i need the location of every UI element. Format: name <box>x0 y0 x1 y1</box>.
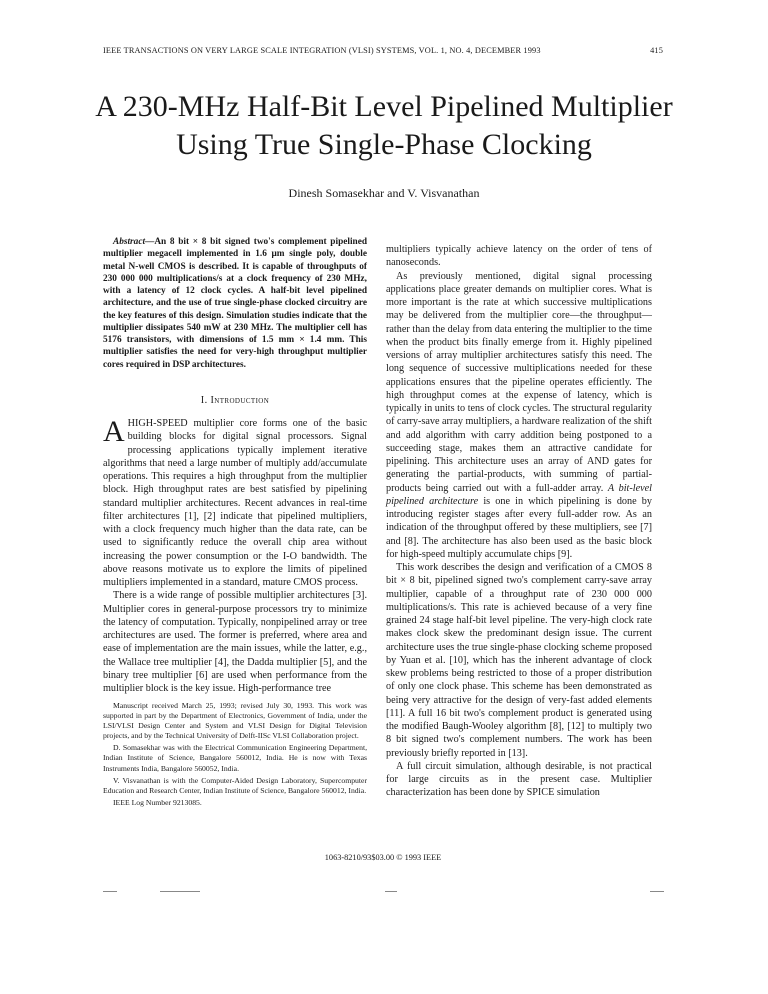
bit-level-term: A bit-level pipelined architecture <box>386 482 652 507</box>
abstract <box>103 236 367 371</box>
journal-name: IEEE TRANSACTIONS ON VERY LARGE SCALE INTEGRATION (VLSI) SYSTEMS, VOL. 1, NO. 4, DECEMBER 1993 <box>103 46 541 55</box>
abstract-text: —An 8 bit × 8 bit signed two's complement pipelined multiplier megacell implemented in 1.6 μm single poly, double metal N-well CMOS is described. It is capable of throughputs of 230 000 000 multiplications/s at a clock frequency of 230 MHz, with a latency of 12 clock cycles. A half-bit level pipelined architecture, and the use of true single-phase clocked circuitry are the key features of this design. Simulation studies indicate that the multiplier dissipates 540 mW at 230 MHz. The multiplier cell has 5176 transistors, with dimensions of 1.5 mm × 1.4 mm. This multiplier satisfies the need for very-high throughput multiplier cores required in DSP architectures. <box>103 237 367 370</box>
intro-paragraph-1 <box>103 417 367 589</box>
scan-artifact <box>103 891 117 892</box>
title-line-1: A 230-MHz Half-Bit Level Pipelined Multiplier <box>95 90 673 123</box>
right-paragraph-2-text: As previously mentioned, digital signal processing applications place greater demands on multiplier cores. What is more important is the rate at which successive multiplications may be delivered from the multiplier core—the throughput—rather than the delay from data entering the multiplier to the time when the product bits finally emerge from it. Highly pipelined versions of array multiplier architectures satisfy this need. The long sequence of successive multiplications needed for these applications ensures that the pipeline operates efficiently. The high throughput comes at the expense of latency, which is typically in units to tens of clock cycles. The structural regularity of carry-save array multipliers, a hardware realization of the shift and add algorithm with carry addition being postponed to a succeeding stage, makes them an attractive candidate for pipelining. This architecture uses an array of AND gates for generating the partial-products, with summing of partial-products being carried out with a full-adder array. <box>386 270 652 494</box>
footnote-author-2: V. Visvanathan is with the Computer-Aided Design Laboratory, Supercomputer Education and Research Center, Indian Institute of Science, Bangalore 560012, India. <box>103 775 367 795</box>
drop-cap: A <box>103 415 125 448</box>
scan-artifact <box>385 891 397 892</box>
footnotes <box>103 701 367 808</box>
running-header <box>103 46 663 60</box>
right-paragraph-3: This work describes the design and verification of a CMOS 8 bit × 8 bit, pipelined signed two's complement carry-save array multiplier, capable of a throughput rate of 230 000 000 multiplications/s. This rate is achieved because of a very fine grained 24 stage half-bit level pipeline. The very-high clock rate makes clock skew the predominant design issue. The current architecture uses the true single-phase clocking scheme proposed by Yuan et al. [10], which has the inherent advantage of clock skew problems being restricted to those of a proper distribution of only one clock phase. This scheme has been demonstrated as being very attractive for the design of very-fast added elements [11]. A full 16 bit two's complement product is generated using the modified Baugh-Wooley algorithm [8], [12] to multiply two 8 bit signed two's complement numbers. The work has been previously briefly reported in [13]. <box>386 562 652 759</box>
right-paragraph-2 <box>386 270 652 562</box>
copyright-line: 1063-8210/93$03.00 © 1993 IEEE <box>324 853 442 862</box>
intro-paragraph-1-text: HIGH-SPEED multiplier core forms one of the basic building blocks for digital signal processors. Signal processing applications typically implement iterative algorithms that need a large number of multiply add/accumulate operations. This requires a high throughput from the multiplier block. High throughput rates are best satisfied by pipelining standard multiplier architectures. Recent advances in real-time filter architectures [1], [2] indicate that pipelined multipliers, with a clock frequency much higher than the data rate, can be used to significantly reduce the overall chip area without increasing the power consumption or the I-O bandwidth. The above reasons motivate us to explore the limits of pipelined multipliers implemented in a standard, mature CMOS process. <box>103 418 367 588</box>
section-heading-introduction: I. Introduction <box>200 394 270 406</box>
scan-artifact <box>650 891 664 892</box>
abstract-label: Abstract <box>113 237 146 247</box>
left-column <box>103 236 367 695</box>
right-paragraph-2-tail: is one in which pipelining is done by introducing register stages after every full-adder row. As an indication of the throughput offered by these multipliers, see [7] and [8]. The architecture has also been used as the basic block for high-speed multiply accumulate chips [9]. <box>386 495 652 560</box>
title-line-2: Using True Single-Phase Clocking <box>176 128 592 161</box>
footnote-log-number: IEEE Log Number 9213085. <box>113 797 202 807</box>
paper-title <box>60 88 708 164</box>
right-paragraph-1: multipliers typically achieve latency on the order of tens of nanoseconds. <box>386 244 652 269</box>
page-number: 415 <box>650 46 663 55</box>
footnote-received: Manuscript received March 25, 1993; revised July 30, 1993. This work was supported in part by the Department of Electronics, Government of India, under the LSI/VLSI Design Center and System and VLSI Design for Digital Television projects, and by the Technical University of Delft-IISc VLSI Collaboration project. <box>103 701 367 741</box>
footnote-author-1: D. Somasekhar was with the Electrical Communication Engineering Department, Indian Institute of Science, Bangalore 560012, India. He is now with Texas Instruments India, Bangalore 560052, India. <box>103 743 367 773</box>
author-list: Dinesh Somasekhar and V. Visvanathan <box>288 186 480 200</box>
scan-artifact <box>160 891 200 892</box>
intro-paragraph-2: There is a wide range of possible multiplier architectures [3]. Multiplier cores in general-purpose processors try to minimize the latency of computation. Typically, nonpipelined array or tree architectures are used. The former is preferred, where area and ease of implementation are the main issues, while the latter, e.g., the Wallace tree multiplier [4], the Dadda multiplier [5], and the binary tree multiplier [6] are used when performance from the multiplier block is the key issue. High-performance tree <box>103 590 367 694</box>
right-paragraph-4: A full circuit simulation, although desirable, is not practical for large circuits as in the present case. Multiplier characterization has been done by SPICE simulation <box>386 760 652 799</box>
right-column <box>386 243 652 800</box>
